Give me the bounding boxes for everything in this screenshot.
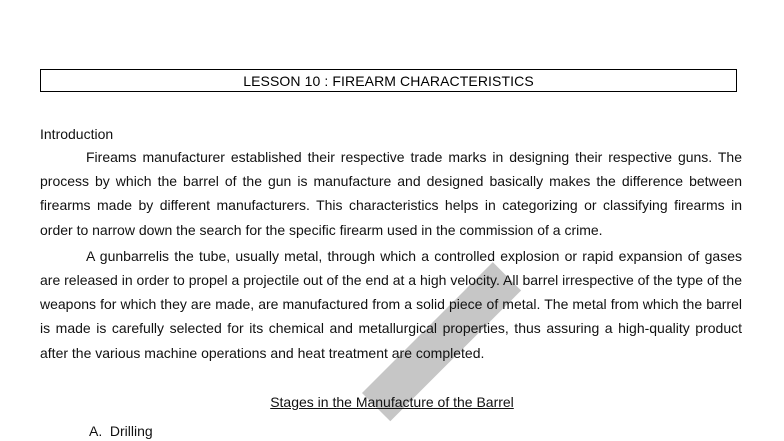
lesson-title: LESSON 10 : FIREARM CHARACTERISTICS [243, 72, 534, 89]
introduction-section [40, 124, 742, 365]
barrel-manufacture-section-title: Stages in the Manufacture of the Barrel [270, 394, 514, 410]
stage-list-item [89, 421, 153, 441]
stage-label: Drilling [109, 423, 153, 439]
paragraph-gun-barrel: A gunbarrelis the tube, usually metal, through which a controlled explosion or rapid expansion of gases are released in order to propel a projectile out of the end at a high velocity. All barrel irrespective of the type of the weapons for which they are made, are manufactured from a solid piece of metal. The metal from which the barrel is made is carefully selected for its chemical and metallurgical properties, thus assuring a high-quality product after the various machine operations and heat treatment are completed. [40, 247, 742, 361]
introduction-heading: Introduction [40, 126, 114, 142]
lesson-title-box [40, 69, 737, 92]
paragraph-trade-marks: Fireams manufacturer established their respective trade marks in designing their respective guns. The process by which the barrel of the gun is manufacture and designed basically makes the difference between firearms made by different manufacturers. This characteristics helps in categorizing or classifying firearms in order to narrow down the search for the specific firearm used in the commission of a crime. [40, 149, 742, 238]
stage-letter: A. [89, 423, 103, 439]
